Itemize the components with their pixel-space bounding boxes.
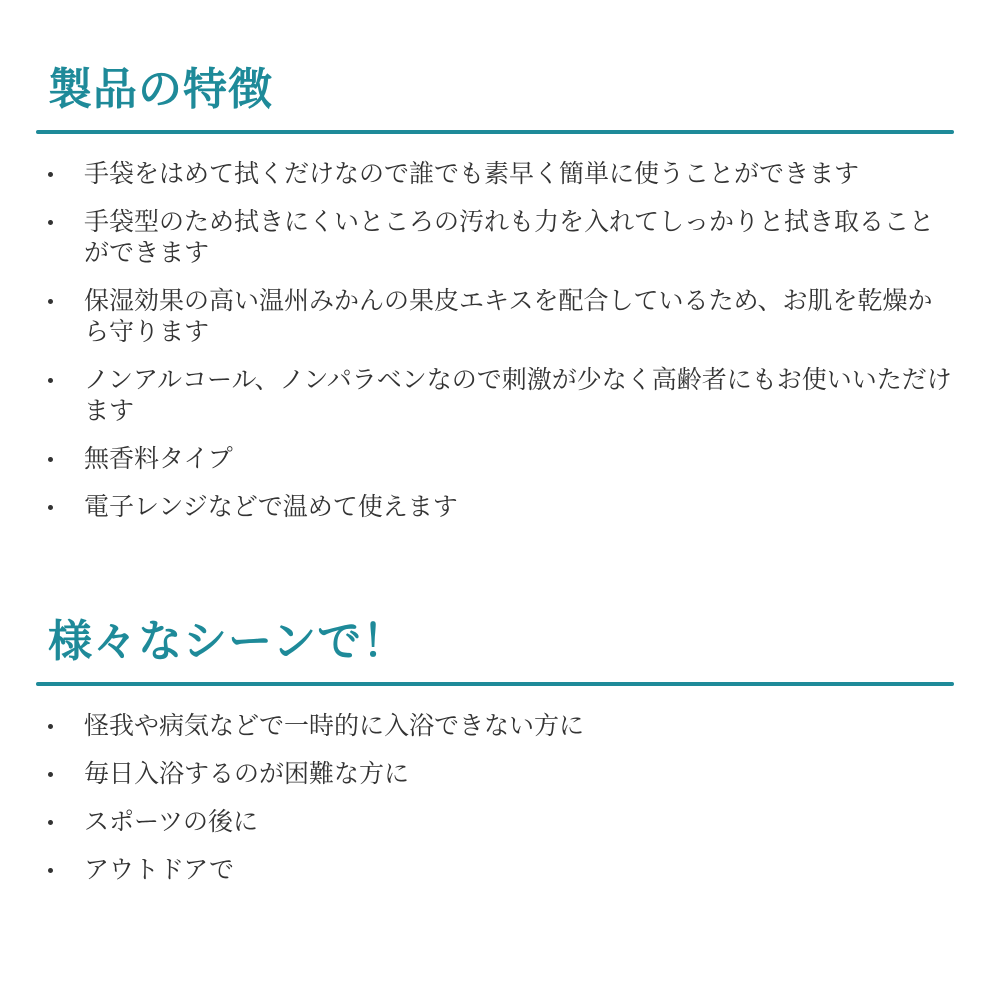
features-section [36, 58, 954, 539]
feature-text: 手袋をはめて拭くだけなので誰でも素早く簡単に使うことができます [84, 159, 860, 188]
feature-text: 手袋型のため拭きにくいところの汚れも力を入れてしっかりと拭き取ることができます [84, 207, 935, 267]
features-title: 製品の特徴 [48, 64, 273, 115]
scenes-section [36, 610, 954, 902]
bullet-icon [48, 724, 53, 729]
scenes-list [36, 710, 954, 885]
feature-item-6 [36, 491, 954, 522]
scene-item-4 [36, 854, 954, 885]
feature-item-5 [36, 443, 954, 474]
bullet-icon [48, 220, 53, 225]
feature-text: 電子レンジなどで温めて使えます [84, 492, 458, 521]
bullet-icon [48, 378, 53, 383]
feature-item-1 [36, 158, 954, 189]
bullet-icon [48, 772, 53, 777]
feature-text: 無香料タイプ [84, 444, 233, 473]
scene-text: 毎日入浴するのが困難な方に [84, 759, 410, 788]
features-divider [36, 130, 954, 134]
scene-item-2 [36, 758, 954, 789]
features-list [36, 158, 954, 522]
feature-item-3 [36, 285, 954, 347]
bullet-icon [48, 172, 53, 177]
bullet-icon [48, 820, 53, 825]
scenes-title: 様々なシーンで！ [48, 616, 408, 667]
scene-text: スポーツの後に [84, 807, 259, 836]
bullet-icon [48, 868, 53, 873]
scene-item-3 [36, 806, 954, 837]
bullet-icon [48, 505, 53, 510]
feature-text: 保湿効果の高い温州みかんの果皮エキスを配合しているため、お肌を乾燥から守ります [84, 286, 933, 346]
bullet-icon [48, 457, 53, 462]
feature-text: ノンアルコール、ノンパラベンなので刺激が少なく高齢者にもお使いいただけます [84, 365, 952, 425]
scene-item-1 [36, 710, 954, 741]
scenes-divider [36, 682, 954, 686]
scene-text: 怪我や病気などで一時的に入浴できない方に [84, 711, 585, 740]
bullet-icon [48, 299, 53, 304]
scene-text: アウトドアで [84, 855, 235, 884]
feature-item-2 [36, 206, 954, 268]
feature-item-4 [36, 364, 954, 426]
